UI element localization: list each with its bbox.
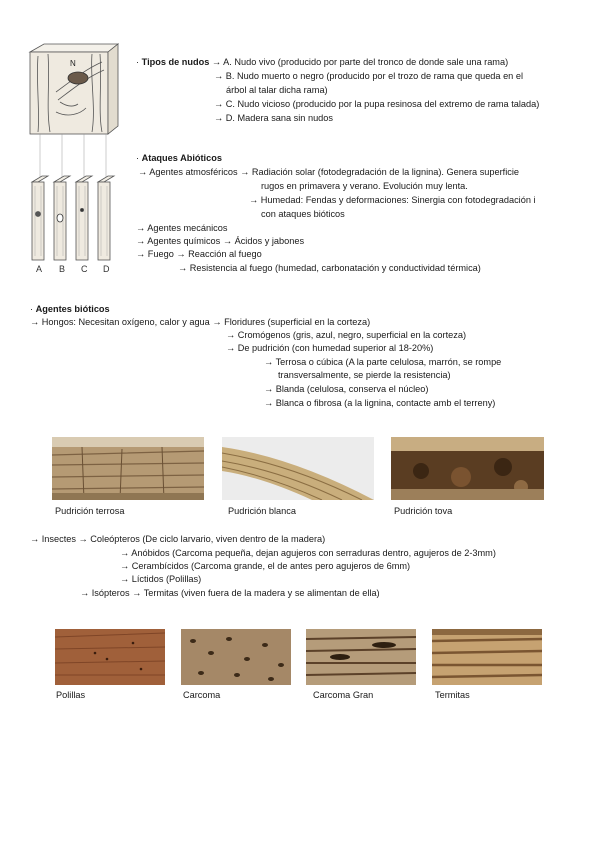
solar-line2: rugos en primavera y verano. Evolución muy lenta. bbox=[261, 181, 468, 191]
caption-carcoma-gran: Carcoma Gran bbox=[313, 690, 374, 700]
polillas-photo bbox=[55, 629, 165, 685]
cerambicidos-line: → Cerambícidos (Carcoma grande, el de antes pero agujeros de 6mm) bbox=[120, 561, 411, 571]
pudricion-blanca-photo bbox=[222, 437, 374, 500]
nudo-d-line: → D. Madera sana sin nudos bbox=[214, 113, 333, 123]
nudo-c-line: → C. Nudo vicioso (producido por la pupa resinosa del extremo de rama talada) bbox=[214, 99, 540, 109]
isopteros-line: → Isópteros → Termitas (viven fuera de la madera y se alimentan de ella) bbox=[80, 588, 380, 598]
caption-termitas: Termitas bbox=[435, 690, 470, 700]
anobidos-line: → Anóbidos (Carcoma pequeña, dejan agujeros con serraduras dentro, agujeros de 2-3mm) bbox=[120, 548, 496, 558]
blanca-line: → Blanca o fibrosa (a la lignina, contacte amb el terreny) bbox=[264, 398, 496, 408]
insectes-line: → Insectes → Coleópteros (De ciclo larvario, viven dentro de la madera) bbox=[30, 534, 326, 544]
nudo-b-line2: árbol al talar dicha rama) bbox=[226, 85, 328, 95]
hongos-line: → Hongos: Necesitan oxígeno, calor y agua → Floridures (superficial en la corteza) bbox=[30, 317, 371, 327]
pudricion-tova-photo bbox=[391, 437, 544, 500]
nudos-heading: · Tipos de nudos → A. Nudo vivo (producido por parte del tronco de donde sale una rama) bbox=[136, 57, 509, 67]
termitas-photo bbox=[432, 629, 542, 685]
terrosa-line2: transversalmente, se pierde la resistencia) bbox=[278, 370, 451, 380]
humedad-line2: con ataques bióticos bbox=[261, 209, 345, 219]
pudricion-terrosa-photo bbox=[52, 437, 204, 500]
fig-letter-a: A bbox=[36, 264, 43, 274]
caption-polillas: Polillas bbox=[56, 690, 86, 700]
humedad-line: → Humedad: Fendas y deformaciones: Sinergia con fotodegradación i bbox=[249, 195, 536, 205]
lictidos-line: → Líctidos (Polillas) bbox=[120, 574, 202, 584]
fig-letter-b: B bbox=[59, 264, 66, 274]
resistencia-line: → Resistencia al fuego (humedad, carbonatación y conductividad térmica) bbox=[178, 263, 481, 273]
fuego-line: → Fuego → Reacción al fuego bbox=[136, 249, 262, 259]
caption-carcoma: Carcoma bbox=[183, 690, 221, 700]
pudricion-line: → De pudrición (con humedad superior al 18-20%) bbox=[226, 343, 434, 353]
terrosa-line: → Terrosa o cúbica (A la parte celulosa, marrón, se rompe bbox=[264, 357, 502, 367]
carcoma-gran-photo bbox=[306, 629, 416, 685]
caption-pudricion-tova: Pudrición tova bbox=[394, 506, 453, 516]
mecanicos-line: → Agentes mecánicos bbox=[136, 223, 228, 233]
fig-letter-n: N bbox=[70, 59, 76, 68]
cromogenos-line: → Cromógenos (gris, azul, negro, superficial en la corteza) bbox=[226, 330, 467, 340]
blanda-line: → Blanda (celulosa, conserva el núcleo) bbox=[264, 384, 429, 394]
fig-letter-d: D bbox=[103, 264, 110, 274]
fig-letter-c: C bbox=[81, 264, 88, 274]
bioticos-heading: · Agentes bióticos bbox=[30, 304, 110, 314]
abioticos-heading: · Ataques Abióticos bbox=[136, 153, 222, 163]
nudo-b-line: → B. Nudo muerto o negro (producido por el trozo de rama que queda en el bbox=[214, 71, 523, 81]
quimicos-line: → Agentes químicos → Ácidos y jabones bbox=[136, 236, 305, 246]
knot-types-illustration bbox=[26, 42, 128, 274]
carcoma-photo bbox=[181, 629, 291, 685]
caption-pudricion-blanca: Pudrición blanca bbox=[228, 506, 296, 516]
caption-pudricion-terrosa: Pudrición terrosa bbox=[55, 506, 125, 516]
atmosfericos-line: → Agentes atmosféricos → Radiación solar (fotodegradación de la lignina). Genera superficie bbox=[138, 167, 520, 177]
